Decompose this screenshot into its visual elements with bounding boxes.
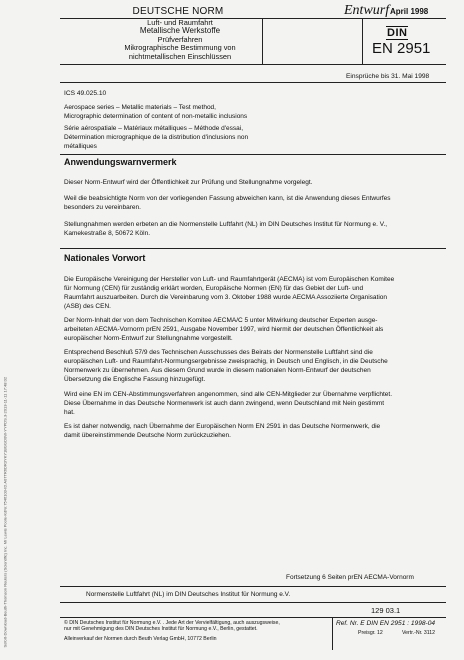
einsprueche-date: Einsprüche bis 31. Mai 1998 — [346, 73, 430, 80]
footer-rule-2 — [60, 602, 446, 603]
section-heading-vorwort: Nationales Vorwort — [64, 253, 146, 263]
footer-rule-1 — [60, 586, 446, 587]
section-heading-warnvermerk: Anwendungswarnvermerk — [64, 157, 177, 167]
text-line: Es ist daher notwendig, nach Übernahme der Europäischen Norm EN 2591 in das Deutsche Normenwerk, die — [64, 423, 381, 430]
title-line: Metallische Werkstoffe — [139, 26, 221, 36]
copyright-line: Alleinverkauf der Normen durch Beuth Verlag GmbH, 10772 Berlin — [64, 635, 217, 642]
header-divider-left — [262, 18, 263, 64]
normenstelle-note: Normenstelle Luftfahrt (NL) im DIN Deutsches Institut für Normung e.V. — [86, 591, 291, 598]
text-line: Wird eine EN im CEN-Abstimmungsverfahren angenommen, sind alle CEN-Mitglieder zur Übernahme verpflichtet. — [64, 391, 393, 398]
text-line: Entsprechend Beschluß 57/9 des Technischen Ausschusses des Beirats der Normenstelle Luftfahrt sind die — [64, 349, 373, 356]
warnvermerk-p2 — [64, 194, 440, 212]
issue-date: April 1998 — [390, 7, 429, 16]
copyright-line: nur mit Genehmigung des DIN Deutsches Institut für Normung e.V., Berlin, gestattet. — [64, 626, 258, 633]
footer-divider — [332, 617, 333, 650]
french-title-line: Série aérospatiale – Matériaux métalliques – Méthode d'essai, — [64, 125, 244, 132]
french-title-line: Détermination micrographique de la distribution d'inclusions non — [64, 134, 249, 141]
section-rule-2 — [60, 248, 446, 249]
text-line: Der Norm-Inhalt der von dem Technischen Komitee AECMA/C 5 unter Mitwirkung deutscher Experten ausge- — [64, 317, 378, 324]
einsprueche-rule — [60, 82, 446, 83]
copyright-note — [64, 620, 328, 642]
doc-code: 129 03.1 — [371, 606, 401, 615]
section-rule-1 — [60, 154, 446, 155]
din-logo — [386, 27, 408, 39]
english-title — [64, 103, 434, 121]
warnvermerk-p1: Dieser Norm-Entwurf wird der Öffentlichkeit zur Prüfung und Stellungnahme vorgelegt. — [64, 179, 313, 186]
english-title-line: Aerospace series – Metallic materials – Test method, — [64, 104, 216, 111]
title-line: Prüfverfahren — [157, 34, 203, 44]
copyright-line: © DIN Deutsches Institut für Normung e.V. . Jede Art der Vervielfältigung, auch auszugsweise, — [64, 620, 280, 626]
footer-rule-3 — [60, 617, 446, 618]
text-line: europäischer Norm-Entwurf zur Stellungnahme vorgestellt. — [64, 335, 233, 342]
text-line: Weil die beabsichtigte Norm von der vorliegenden Fassung abweichen kann, ist die Anwendung dieses Entwurfes — [64, 195, 391, 202]
title-block — [100, 19, 260, 61]
text-line: Kamekestraße 8, 50672 Köln. — [64, 230, 150, 237]
text-line: (ASB) des CEN. — [64, 303, 111, 310]
price-group: Preisgr. 12 — [358, 630, 383, 636]
ics-code: ICS 49.025.10 — [64, 90, 107, 97]
fortsetzung-note: Fortsetzung 6 Seiten prEN AECMA-Vornorm — [286, 574, 414, 581]
title-line: Luft- und Raumfahrt — [147, 18, 213, 27]
text-line: europäischen Luft- und Raumfahrt-Normungsergebnisse zweisprachig, in Deutsch und Englisch, in die Deutsche — [64, 358, 388, 365]
french-title — [64, 124, 434, 151]
text-line: Raumfahrt auszuarbeiten. Durch die Vereinbarung vom 3. Oktober 1988 wurde AECMA Assoziierte Organisation — [64, 294, 388, 301]
din-logo-text: DIN — [387, 27, 408, 39]
vorwort-p4 — [64, 390, 440, 417]
text-line: Stellungnahmen werden erbeten an die Normenstelle Luftfahrt (NL) im DIN Deutsches Institut für Normung e. V., — [64, 221, 388, 228]
norm-label: DEUTSCHE NORM — [132, 6, 224, 17]
ref-number: Ref. Nr. E DIN EN 2951 : 1998-04 — [336, 620, 436, 627]
text-line: Normenwerk zu übernehmen. Aus diesem Grund wurde in diesem nationalen Norm-Entwurf der deutschen — [64, 367, 371, 374]
title-line: Mikrographische Bestimmung von — [124, 43, 236, 53]
text-line: besonders zu vereinbaren. — [64, 204, 141, 211]
header-divider-right — [362, 18, 363, 64]
text-line: damit übereinstimmende Deutsche Norm zurückzuziehen. — [64, 432, 231, 439]
french-title-line: métalliques — [64, 143, 97, 150]
header-rule-bottom — [60, 64, 446, 65]
text-line: Übersetzung die Englische Fassung hinzugefügt. — [64, 376, 206, 383]
vorwort-p5 — [64, 422, 440, 440]
din-number: EN 2951 — [372, 40, 431, 57]
side-note — [0, 110, 12, 650]
vorwort-p3 — [64, 348, 440, 384]
text-line: für Normung (CEN) für zuständig erklärt worden, Europäische Normen (EN) für das Gebiet der Luft- und — [64, 285, 364, 292]
vorwort-p1 — [64, 275, 440, 311]
title-line: nichtmetallischen Einschlüssen — [128, 51, 232, 61]
text-line: Die Europäische Vereinigung der Hersteller von Luft- und Raumfahrtgerät (AECMA) ist vom Europäischen Komitee — [64, 276, 395, 283]
english-title-line: Micrographic determination of content of non-metallic inclusions — [64, 113, 248, 120]
warnvermerk-p3 — [64, 220, 440, 238]
text-line: arbeiteten AECMA-Vornorm prEN 2591, Ausgabe November 1997, wird hiermit der deutschen Öffentlichkeit als — [64, 326, 384, 333]
vorwort-p2 — [64, 316, 440, 343]
side-note-text: Sofort-Download-Beuth-Thomson Reuters (Scientific) Inc. Mr Lewis Poole-KdNr.7546103-ID.A07TR6DR3YKY1BGGD0W-YYPDS.3-2013-11-11 17:48:02 — [2, 376, 8, 648]
entwurf-label: Entwurf — [344, 3, 390, 18]
text-line: hat. — [64, 409, 75, 416]
text-line: Diese Übernahme in das Deutsche Normenwerk ist auch dann zwingend, wenn Deutschland mit Nein gestimmt — [64, 400, 385, 407]
vertr-number: Vertr.-Nr. 3112 — [402, 630, 436, 636]
